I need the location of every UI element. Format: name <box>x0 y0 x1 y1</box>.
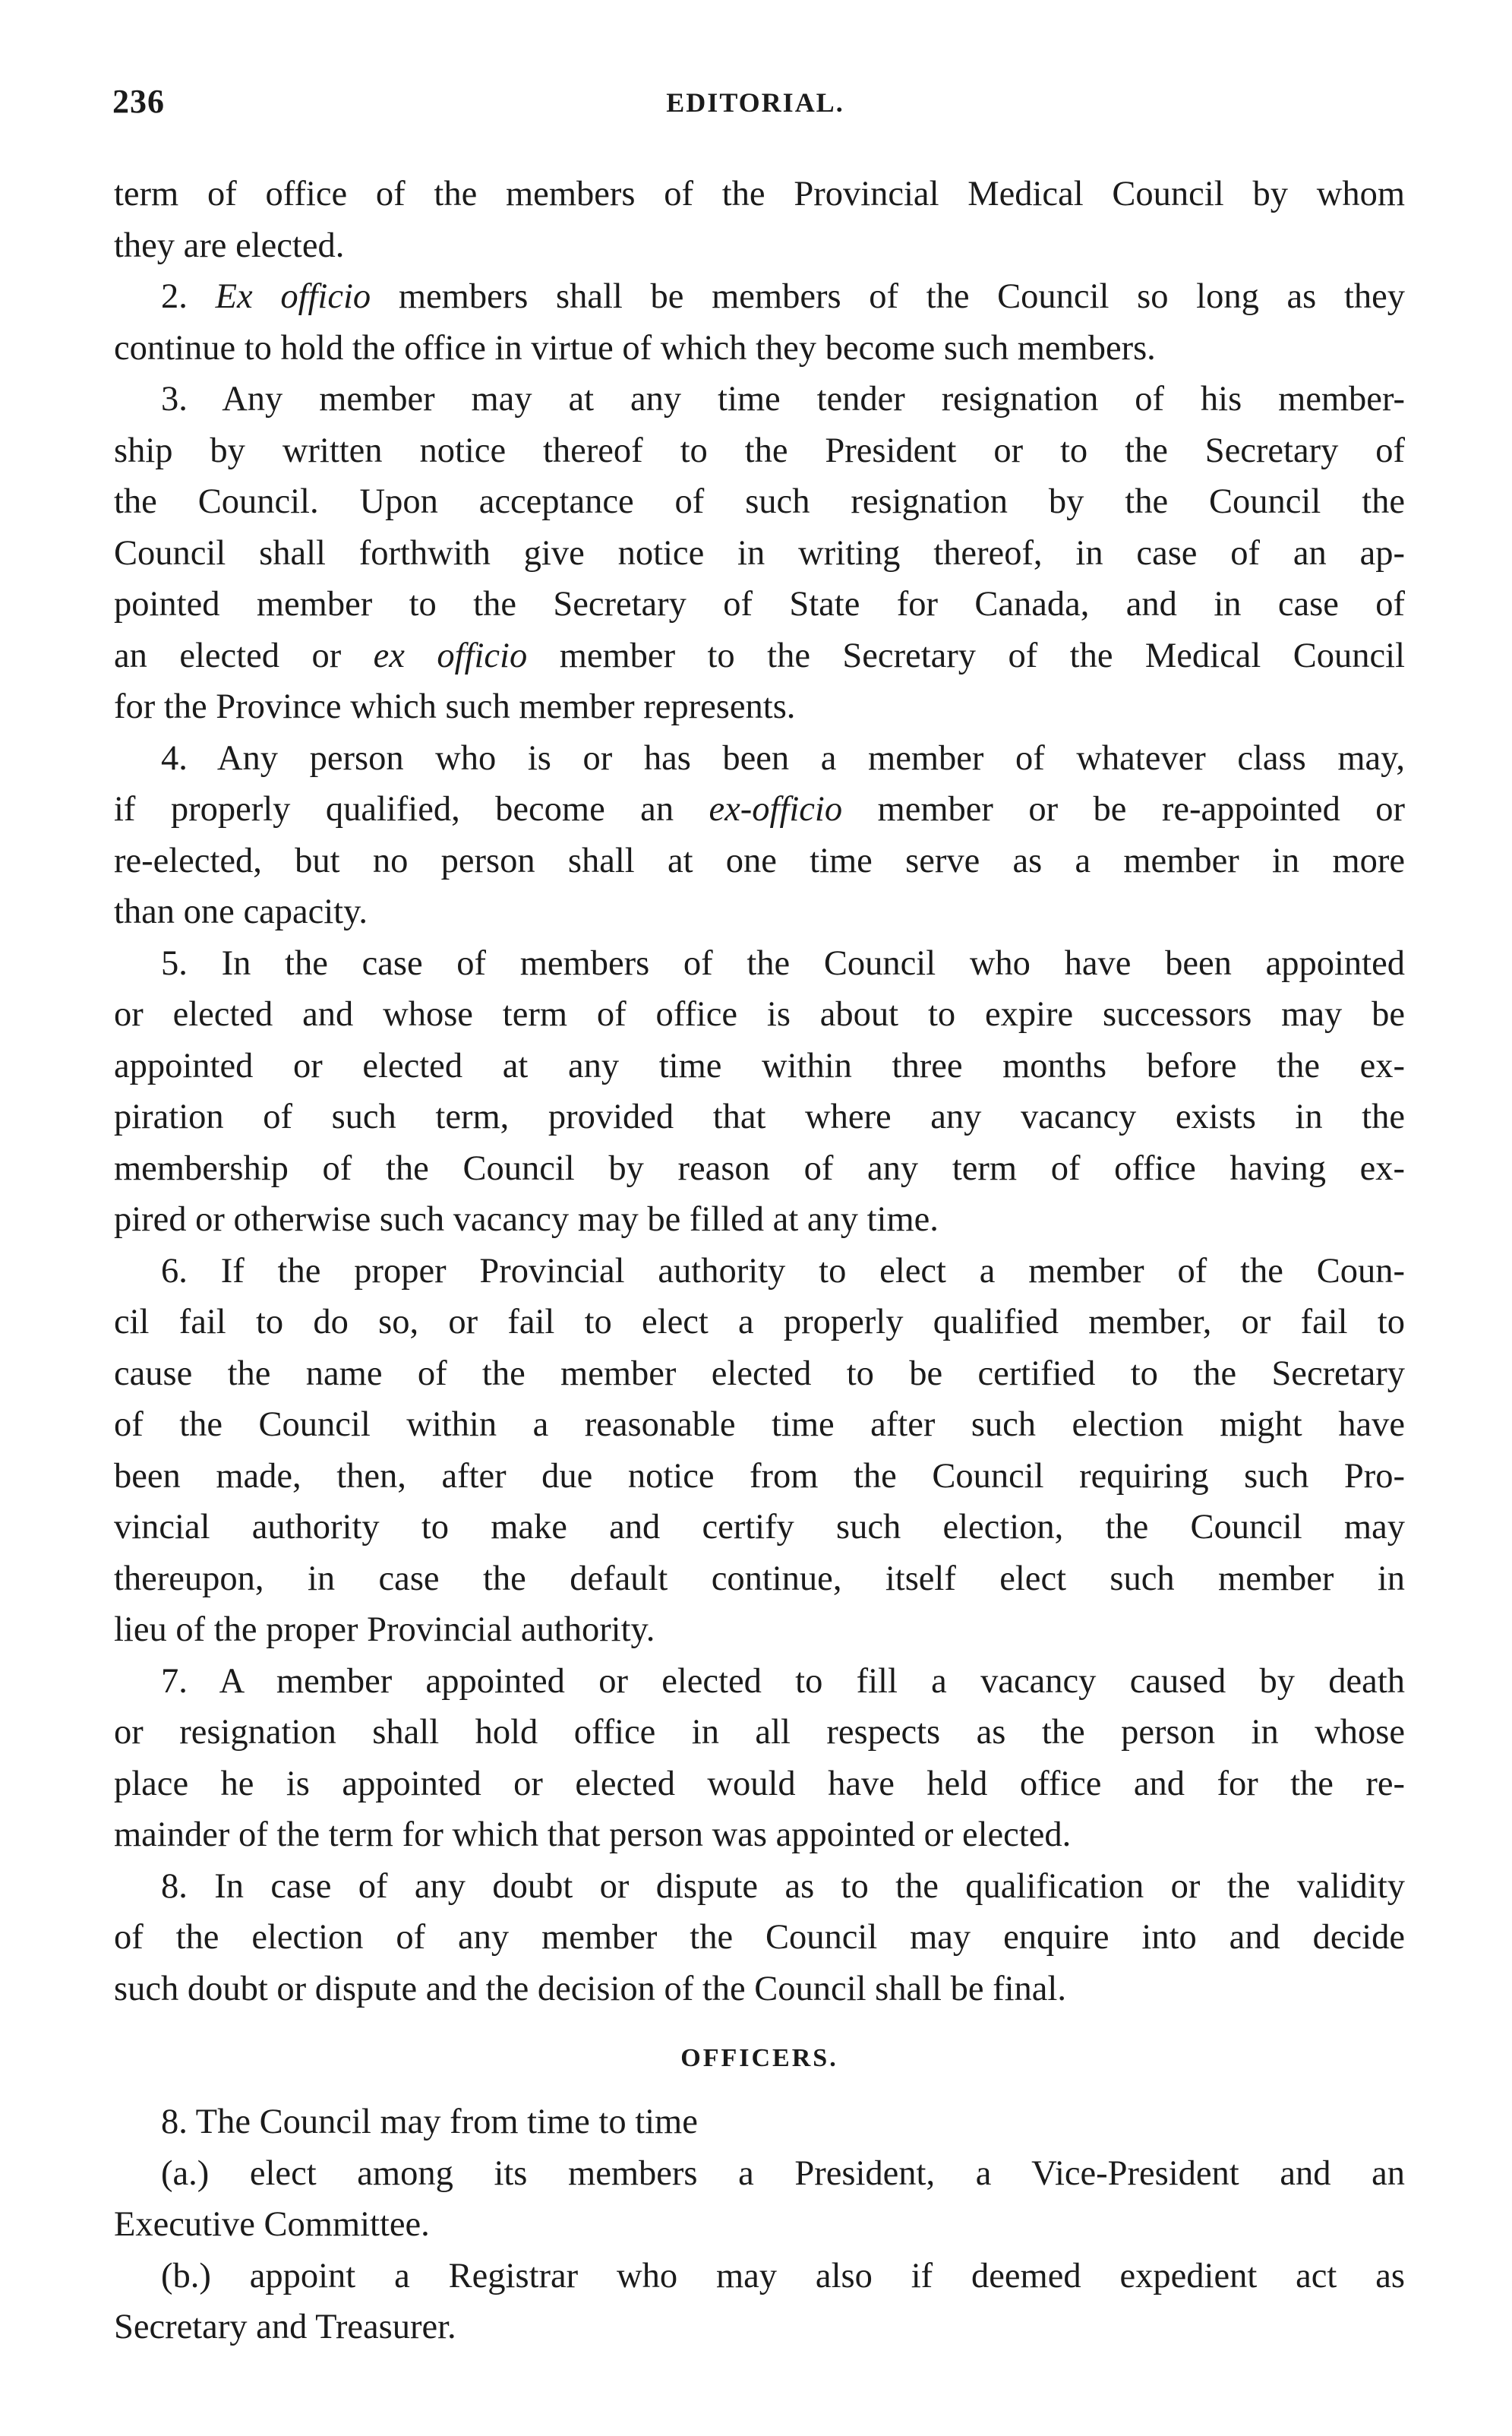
text-line: 8. The Council may from time to time <box>161 2103 698 2141</box>
text-line: cause the name of the member elected to be certified to the Secretary <box>114 1354 1405 1393</box>
text-line: vincial authority to make and certify such election, the Council may <box>114 1508 1405 1547</box>
paragraph <box>114 1246 1405 1656</box>
text-line: Council shall forthwith give notice in writing thereof, in case of an ap- <box>114 533 1405 573</box>
text-line: 7. A member appointed or elected to fill a vacancy caused by death <box>161 1661 1405 1701</box>
paragraph <box>114 733 1405 938</box>
paragraph <box>114 374 1405 733</box>
text-line: cil fail to do so, or fail to elect a properly qualified member, or fail to <box>114 1303 1405 1341</box>
page-header <box>112 82 1398 128</box>
text-line: pired or otherwise such vacancy may be filled at any time. <box>114 1200 939 1239</box>
text-line: 5. In the case of members of the Council who have been appointed <box>161 943 1405 983</box>
text-line: appointed or elected at any time within three months before the ex- <box>114 1046 1405 1085</box>
text-line: if properly qualified, become an ex-officio member or be re-appointed or <box>114 790 1405 829</box>
text-line: 3. Any member may at any time tender resignation of his member- <box>161 380 1405 419</box>
text-line: continue to hold the office in virtue of which they become such members. <box>114 328 1156 368</box>
clauses-section <box>114 169 1405 2014</box>
text-line: Executive Committee. <box>114 2205 430 2244</box>
paragraph <box>114 938 1405 1246</box>
text-line: (a.) elect among its members a President, a Vice-President and an <box>161 2153 1405 2193</box>
text-line: 6. If the proper Provincial authority to elect a member of the Coun- <box>161 1251 1405 1291</box>
text-line: thereupon, in case the default continue, itself elect such member in <box>114 1559 1405 1598</box>
text-line: 8. In case of any doubt or dispute as to the qualification or the validity <box>161 1866 1405 1906</box>
text-line: the Council. Upon acceptance of such resignation by the Council the <box>114 482 1405 521</box>
text-line: term of office of the members of the Provincial Medical Council by whom <box>114 175 1405 213</box>
paragraph <box>114 2096 1405 2148</box>
text-line: re-elected, but no person shall at one time serve as a member in more <box>114 841 1405 880</box>
text-line: membership of the Council by reason of any term of office having ex- <box>114 1148 1405 1188</box>
text-line: they are elected. <box>114 226 345 265</box>
text-line: Secretary and Treasurer. <box>114 2308 456 2346</box>
text-line: been made, then, after due notice from the Council requiring such Pro- <box>114 1456 1405 1496</box>
text-line: mainder of the term for which that person was appointed or elected. <box>114 1815 1072 1854</box>
text-line: pointed member to the Secretary of State for Canada, and in case of <box>114 585 1405 624</box>
text-line: piration of such term, provided that where any vacancy exists in the <box>114 1098 1405 1136</box>
paragraph <box>114 2251 1405 2353</box>
paragraph <box>114 271 1405 374</box>
section-heading-officers: OFFICERS. <box>680 2044 838 2072</box>
officers-section <box>114 2096 1405 2353</box>
text-line: or resignation shall hold office in all respects as the person in whose <box>114 1713 1405 1752</box>
text-line: (b.) appoint a Registrar who may also if deemed expedient act as <box>161 2256 1405 2295</box>
page-number: 236 <box>112 83 165 120</box>
text-line: for the Province which such member represents. <box>114 687 796 726</box>
paragraph <box>114 169 1405 271</box>
text-line: lieu of the proper Provincial authority. <box>114 1610 655 1649</box>
text-line: of the Council within a reasonable time after such election might have <box>114 1405 1405 1444</box>
text-line: ship by written notice thereof to the President or to the Secretary of <box>114 431 1405 470</box>
page-body <box>114 169 1405 2353</box>
text-line: of the election of any member the Council may enquire into and decide <box>114 1918 1405 1957</box>
text-line: 4. Any person who is or has been a member of whatever class may, <box>161 738 1405 778</box>
paragraph <box>114 1861 1405 2015</box>
running-head: EDITORIAL. <box>666 87 844 118</box>
text-line: an elected or ex officio member to the Secretary of the Medical Council <box>114 636 1405 675</box>
paragraph <box>114 2148 1405 2251</box>
text-line: 2. Ex officio members shall be members of the Council so long as they <box>161 277 1406 316</box>
text-line: place he is appointed or elected would have held office and for the re- <box>114 1764 1405 1803</box>
paragraph <box>114 1656 1405 1861</box>
text-line: such doubt or dispute and the decision of the Council shall be final. <box>114 1969 1066 2008</box>
text-line: than one capacity. <box>114 893 368 931</box>
text-line: or elected and whose term of office is about to expire successors may be <box>114 995 1405 1034</box>
